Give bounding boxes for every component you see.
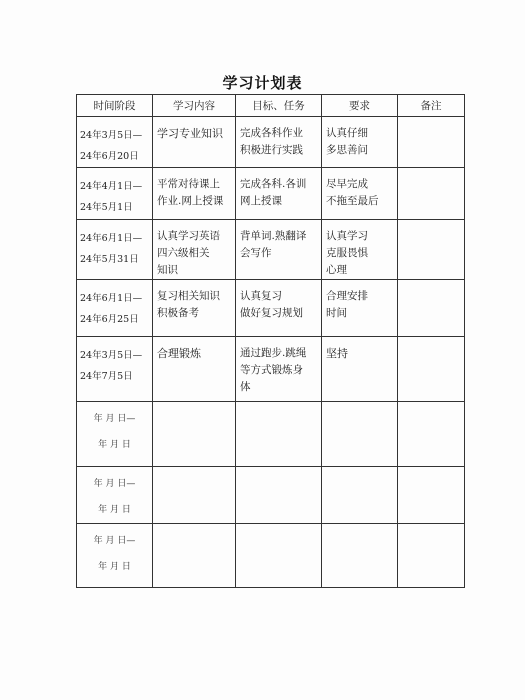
requirement-cell: 坚持 — [326, 347, 348, 360]
table-row — [77, 524, 465, 588]
header-requirement: 要求 — [322, 95, 398, 117]
period-cell: 24年6月1日— 24年5月31日 — [80, 233, 143, 265]
study-plan-table — [76, 94, 465, 588]
requirement-cell: 尽早完成 不拖至最后 — [326, 178, 379, 207]
period-cell: 年 月 日— 年 月 日 — [93, 536, 136, 572]
note-cell — [398, 402, 464, 410]
document-title: 学习计划表 — [222, 74, 303, 92]
requirement-cell: 认真仔细 多思善问 — [326, 127, 368, 156]
goal-cell: 通过跑步.跳绳 等方式锻炼身 体 — [240, 347, 307, 393]
note-cell — [398, 220, 464, 228]
note-cell — [398, 337, 464, 345]
goal-cell: 背单词.熟翻译 会写作 — [240, 230, 307, 259]
content-cell: 认真学习英语 四六级相关 知识 — [157, 230, 220, 276]
goal-cell — [236, 524, 321, 532]
content-cell: 平常对待课上 作业.网上授课 — [157, 178, 224, 207]
goal-cell: 完成各科作业 积极进行实践 — [240, 127, 303, 156]
note-cell — [398, 168, 464, 176]
content-cell: 合理锻炼 — [157, 347, 201, 360]
header-note: 备注 — [398, 95, 465, 117]
content-cell — [153, 467, 235, 475]
requirement-cell: 合理安排 时间 — [326, 290, 368, 319]
requirement-cell: 认真学习 克服畏惧 心理 — [326, 230, 368, 276]
period-cell: 年 月 日— 年 月 日 — [93, 414, 136, 450]
table-row — [77, 220, 465, 280]
period-cell: 24年3月5日— 24年7月5日 — [80, 350, 143, 382]
period-cell: 24年6月1日— 24年6月25日 — [80, 293, 143, 325]
content-cell: 复习相关知识 积极备考 — [157, 290, 220, 319]
header-goal: 目标、任务 — [236, 95, 322, 117]
requirement-cell — [322, 524, 397, 532]
table-header-row — [77, 95, 465, 117]
note-cell — [398, 524, 464, 532]
period-cell: 24年4月1日— 24年5月1日 — [80, 181, 143, 213]
goal-cell — [236, 467, 321, 475]
goal-cell — [236, 402, 321, 410]
note-cell — [398, 467, 464, 475]
table-row — [77, 402, 465, 467]
goal-cell: 认真复习 做好复习规划 — [240, 290, 303, 319]
note-cell — [398, 117, 464, 125]
requirement-cell — [322, 467, 397, 475]
period-cell: 年 月 日— 年 月 日 — [93, 479, 136, 515]
table-row — [77, 280, 465, 337]
table-row — [77, 117, 465, 168]
table-row — [77, 337, 465, 402]
content-cell — [153, 402, 235, 410]
content-cell — [153, 524, 235, 532]
note-cell — [398, 280, 464, 288]
header-content: 学习内容 — [153, 95, 236, 117]
requirement-cell — [322, 402, 397, 410]
header-period: 时间阶段 — [77, 95, 153, 117]
table-row — [77, 467, 465, 524]
period-cell: 24年3月5日— 24年6月20日 — [80, 130, 143, 162]
table-row — [77, 168, 465, 220]
content-cell: 学习专业知识 — [157, 127, 223, 140]
goal-cell: 完成各科.各训 网上授课 — [240, 178, 307, 207]
